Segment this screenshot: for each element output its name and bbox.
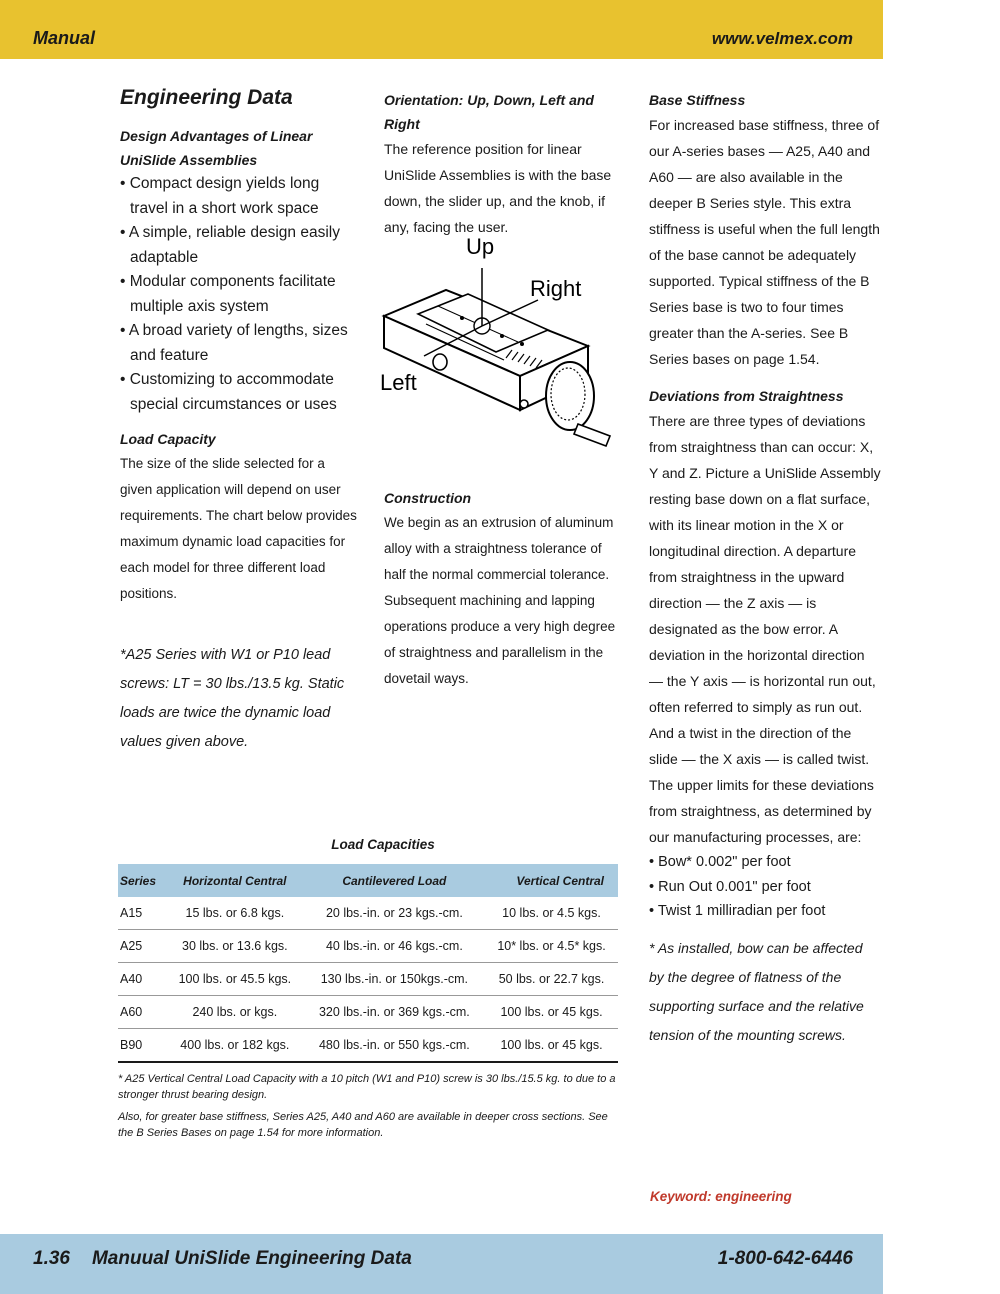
table-cell: 15 lbs. or 6.8 kgs. bbox=[166, 897, 304, 930]
header-website[interactable]: www.velmex.com bbox=[711, 29, 853, 48]
header-section-label: Manual bbox=[33, 28, 96, 48]
diagram-label-up: Up bbox=[466, 234, 495, 259]
load-capacities-table bbox=[118, 864, 618, 1063]
base-stiffness-text: For increased base stiffness, three of our A-series bases — A25, A40 and A60 — are also available in the deeper B Series style. This extra stiffness is useful when the full length of the base cannot be adequately supported. Typical stiffness of the B Series base is two to four times greater than the A-series. See B Series bases on page 1.54. bbox=[649, 117, 880, 367]
header-bar bbox=[0, 0, 883, 59]
diagram-label-left: Left bbox=[380, 370, 417, 395]
table-cell: A60 bbox=[118, 996, 166, 1029]
table-row bbox=[118, 1029, 618, 1063]
orientation-heading: Orientation: Up, Down, Left and Right bbox=[384, 92, 594, 132]
list-item: • Compact design yields long travel in a short work space bbox=[120, 175, 320, 217]
table-cell: 100 lbs. or 45 kgs. bbox=[485, 1029, 618, 1063]
table-cell: 480 lbs.-in. or 550 kgs.-cm. bbox=[304, 1029, 485, 1063]
table-cell: 130 lbs.-in. or 150kgs.-cm. bbox=[304, 963, 485, 996]
list-item: • Customizing to accommodate special circumstances or uses bbox=[120, 371, 337, 413]
column-middle bbox=[384, 88, 624, 240]
column-left bbox=[120, 86, 360, 757]
list-item: • A broad variety of lengths, sizes and feature bbox=[120, 322, 348, 364]
table-cell: 10* lbs. or 4.5* kgs. bbox=[485, 930, 618, 963]
table-cell: 40 lbs.-in. or 46 kgs.-cm. bbox=[304, 930, 485, 963]
table-row bbox=[118, 930, 618, 963]
table-header-cell: Cantilevered Load bbox=[342, 873, 447, 888]
table-cell: 10 lbs. or 4.5 kgs. bbox=[485, 897, 618, 930]
table-footnote-2: Also, for greater base stiffness, Series A25, A40 and A60 are available in deeper cross sections. See the B Series Bases on page 1.54 for more information. bbox=[118, 1111, 608, 1139]
orientation-text: The reference position for linear UniSlide Assemblies is with the base down, the slider up, and the knob, if any, facing the user. bbox=[384, 141, 612, 235]
table-cell: 100 lbs. or 45.5 kgs. bbox=[166, 963, 304, 996]
deviations-text: There are three types of deviations from straightness than can occur: X, Y and Z. Picture a UniSlide Assembly resting base down on a flat surface, with its linear motion in the X or longitudinal direction. A departure from straightness in the upward direction — the Z axis — is designated as the bow error. A deviation in the horizontal direction — the Y axis — is horizontal run out, often referred to simply as run out. And a twist in the direction of the slide — the X axis — is called twist. The upper limits for these deviations from straightness, as determined by our manufacturing processes, are: bbox=[649, 413, 881, 845]
design-heading-line1: Design Advantages of Linear bbox=[120, 128, 313, 144]
table-cell: 240 lbs. or kgs. bbox=[166, 996, 304, 1029]
table-header-cell: Vertical Central bbox=[516, 873, 604, 888]
table-row bbox=[118, 897, 618, 930]
table-cell: 320 lbs.-in. or 369 kgs.-cm. bbox=[304, 996, 485, 1029]
construction-section bbox=[384, 486, 624, 692]
column-right bbox=[649, 88, 881, 1050]
table-cell: 20 lbs.-in. or 23 kgs.-cm. bbox=[304, 897, 485, 930]
table-cell: 30 lbs. or 13.6 kgs. bbox=[166, 930, 304, 963]
table-cell: A25 bbox=[118, 930, 166, 963]
deviations-heading: Deviations from Straightness bbox=[649, 388, 844, 404]
load-capacity-heading: Load Capacity bbox=[120, 431, 216, 447]
table-header-cell: Series bbox=[120, 873, 157, 888]
table-row bbox=[118, 963, 618, 996]
table-cell: 400 lbs. or 182 kgs. bbox=[166, 1029, 304, 1063]
table-cell: A15 bbox=[118, 897, 166, 930]
straightness-limits-list bbox=[649, 850, 881, 924]
table-cell: 100 lbs. or 45 kgs. bbox=[485, 996, 618, 1029]
table-row bbox=[118, 996, 618, 1029]
table-header-cell: Horizontal Central bbox=[183, 873, 287, 888]
table-header-row bbox=[118, 864, 618, 897]
page-number: 1.36 bbox=[33, 1248, 70, 1269]
load-note: *A25 Series with W1 or P10 lead screws: LT = 30 lbs./13.5 kg. Static loads are twice the dynamic load values given above. bbox=[120, 647, 345, 750]
table-cell: B90 bbox=[118, 1029, 166, 1063]
footer-bar bbox=[0, 1234, 883, 1294]
load-capacities-table-section bbox=[118, 836, 618, 1141]
list-item: • Modular components facilitate multiple axis system bbox=[120, 273, 336, 315]
page-title: Engineering Data bbox=[120, 86, 293, 109]
base-stiffness-heading: Base Stiffness bbox=[649, 92, 746, 108]
diagram-label-right: Right bbox=[530, 276, 582, 301]
table-cell: A40 bbox=[118, 963, 166, 996]
advantages-list bbox=[120, 172, 360, 417]
design-heading-line2: UniSlide Assemblies bbox=[120, 152, 258, 168]
footer-phone[interactable]: 1-800-642-6446 bbox=[717, 1248, 853, 1269]
list-item: • Bow* 0.002" per foot bbox=[649, 854, 791, 870]
footer-left bbox=[33, 1248, 412, 1270]
list-item: • Twist 1 milliradian per foot bbox=[649, 903, 826, 919]
table-cell: 50 lbs. or 22.7 kgs. bbox=[485, 963, 618, 996]
list-item: • Run Out 0.001" per foot bbox=[649, 878, 811, 895]
table-title: Load Capacities bbox=[331, 837, 435, 852]
load-capacity-text: The size of the slide selected for a given application will depend on user requirements. The chart below provides maximum dynamic load capacities for each model for three different load positions. bbox=[120, 456, 357, 601]
bow-note: * As installed, bow can be affected by the degree of flatness of the supporting surface and the relative tension of the mounting screws. bbox=[649, 939, 864, 1043]
list-item: • A simple, reliable design easily adaptable bbox=[120, 224, 340, 266]
unislide-diagram bbox=[378, 228, 628, 478]
construction-heading: Construction bbox=[384, 490, 472, 506]
keyword-label: Keyword: engineering bbox=[650, 1189, 792, 1204]
table-footnote-1: * A25 Vertical Central Load Capacity with a 10 pitch (W1 and P10) screw is 30 lbs./15.5 kg. to due to a stronger thrust bearing design. bbox=[118, 1073, 616, 1101]
footer-title: Manuual UniSlide Engineering Data bbox=[91, 1248, 412, 1269]
construction-text: We begin as an extrusion of aluminum alloy with a straightness tolerance of half the normal commercial tolerance. Subsequent machining and lapping operations produce a very high degree of straightness and parallelism in the dovetail ways. bbox=[384, 515, 616, 686]
